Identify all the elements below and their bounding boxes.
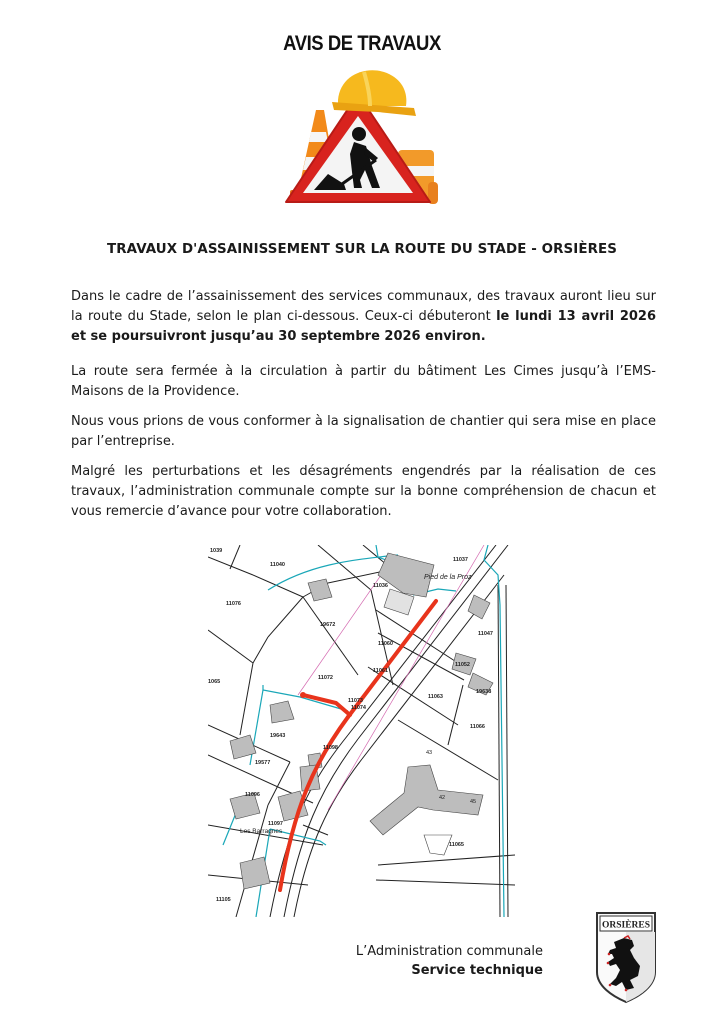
- page-title: AVIS DE TRAVAUX: [283, 32, 441, 55]
- svg-text:11063: 11063: [428, 694, 443, 700]
- paragraph-schedule-text: Dans le cadre de l’assainissement des services communaux, des travaux auront lieu sur la route du Stade, selon le plan ci-dessous. Ceux-ci débuteront: [71, 289, 656, 324]
- signature-line-service: Service technique: [411, 963, 543, 978]
- paragraph-closure: La route sera fermée à la circulation à partir du bâtiment Les Cimes jusqu’à l’EMS-Maisons de la Providence.: [71, 364, 656, 399]
- hard-hat-icon: [332, 70, 416, 116]
- svg-text:11040: 11040: [270, 562, 285, 568]
- svg-text:42: 42: [439, 795, 446, 801]
- signature-block: [330, 942, 543, 980]
- schedule-period: .: [480, 329, 486, 344]
- svg-text:11066: 11066: [470, 724, 485, 730]
- svg-text:11074: 11074: [351, 705, 366, 711]
- site-plan-map: [208, 545, 515, 917]
- svg-text:11036: 11036: [373, 583, 388, 589]
- svg-text:11076: 11076: [226, 601, 241, 607]
- svg-text:1039: 1039: [210, 548, 223, 554]
- paragraph-thanks: Malgré les perturbations et les désagréments engendrés par la réalisation de ces travaux, l’administration communale compte sur la bonne compréhension de chacun et vous remercie d’avance pour votre collaboration.: [71, 464, 656, 519]
- svg-text:11037: 11037: [453, 557, 468, 563]
- crest-label: ORSIÈRES: [601, 920, 651, 931]
- parcel-labels: [208, 548, 493, 903]
- svg-text:43: 43: [426, 750, 433, 756]
- svg-text:11098: 11098: [323, 745, 338, 751]
- svg-text:11073: 11073: [348, 698, 363, 704]
- svg-text:19638: 19638: [476, 689, 492, 695]
- svg-text:1065: 1065: [208, 679, 221, 685]
- svg-text:11096: 11096: [245, 792, 260, 798]
- roadworks-sign-icon: [268, 62, 448, 212]
- svg-text:19643: 19643: [270, 733, 286, 739]
- paragraph-schedule: [71, 287, 656, 347]
- svg-text:45: 45: [470, 799, 477, 805]
- paragraph-signage: Nous vous prions de vous conformer à la signalisation de chantier qui sera mise en place par l’entreprise.: [71, 414, 656, 449]
- works-route: [280, 601, 436, 890]
- works-start-marker: [300, 692, 306, 698]
- notice-subtitle: TRAVAUX D'ASSAINISSEMENT SUR LA ROUTE DU STADE - ORSIÈRES: [107, 242, 617, 257]
- svg-text:11065: 11065: [449, 842, 464, 848]
- svg-text:11052: 11052: [455, 662, 470, 668]
- orsieres-crest-icon: [594, 910, 658, 1005]
- schedule-dates: le lundi 13 avril 2026 et se poursuivront jusqu’au 30 septembre 2026 environ: [71, 309, 656, 344]
- svg-text:19672: 19672: [320, 622, 336, 628]
- place-label-pied-de-la-proz: Pied de la Proz: [424, 574, 472, 581]
- svg-text:19577: 19577: [255, 760, 271, 766]
- signature-line-administration: L’Administration communale: [355, 944, 543, 959]
- svg-text:11061: 11061: [373, 668, 388, 674]
- svg-text:11105: 11105: [216, 897, 231, 903]
- svg-text:11072: 11072: [318, 675, 333, 681]
- svg-text:11060: 11060: [378, 641, 393, 647]
- svg-text:11047: 11047: [478, 631, 493, 637]
- svg-text:11097: 11097: [268, 821, 283, 827]
- place-label-les-barragnes: Les Barragnes: [240, 828, 283, 835]
